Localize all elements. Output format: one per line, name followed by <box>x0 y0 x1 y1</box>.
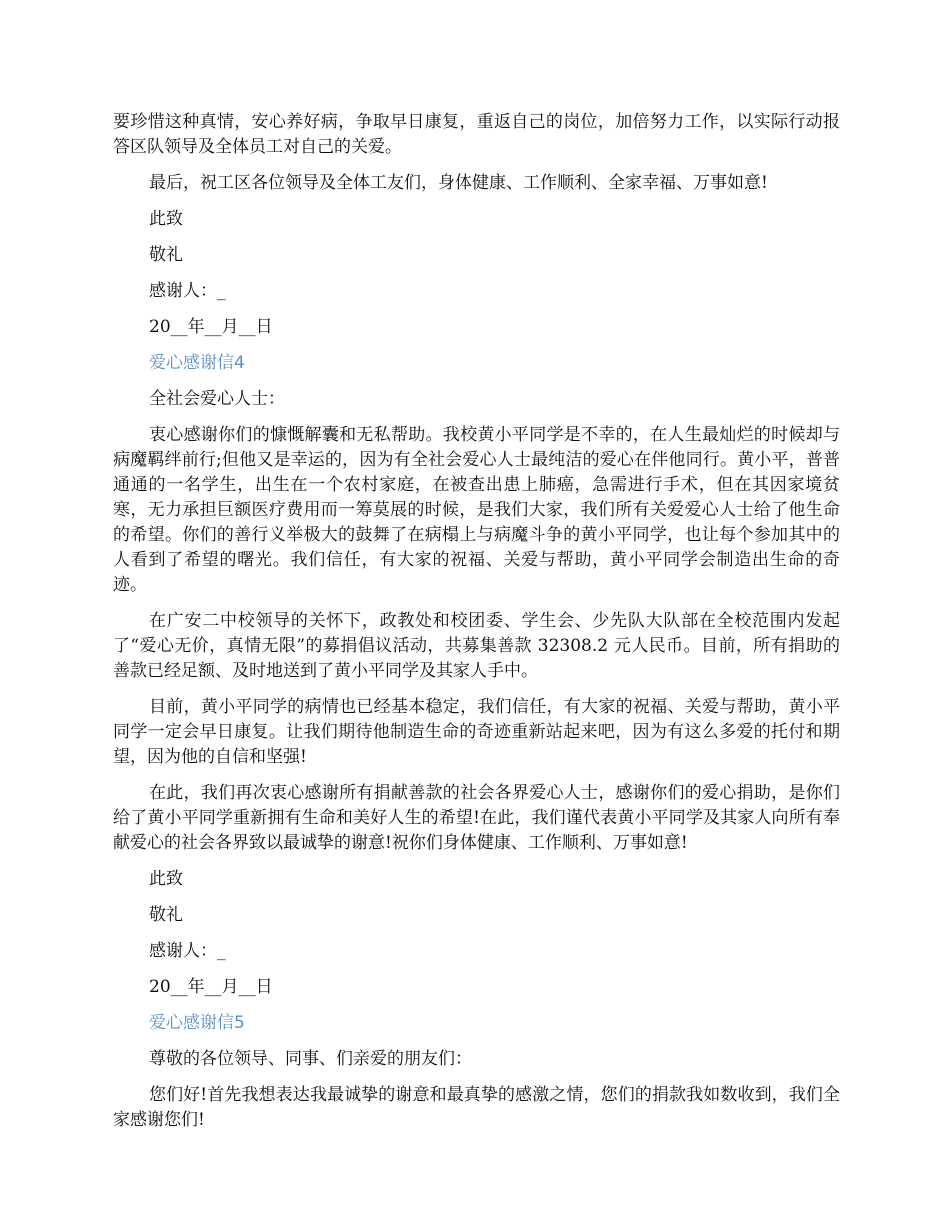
salutation: 全社会爱心人士： <box>149 389 285 409</box>
paragraph: 目前，黄小平同学的病情也已经基本稳定，我们信任，有大家的祝福、关爱与帮助，黄小平同学一定会早日康复。让我们期待他制造生命的奇迹重新站起来吧，因为有这么多爱的托付和期望，因为他的自信和坚强! <box>113 697 840 767</box>
section-heading: 爱心感谢信5 <box>149 1013 245 1033</box>
closing-line: 此致 <box>149 869 183 889</box>
closing-line: 敬礼 <box>149 905 183 925</box>
paragraph: 最后，祝工区各位领导及全体工友们，身体健康、工作顺利、全家幸福、万事如意! <box>149 173 768 193</box>
closing-line: 敬礼 <box>149 245 183 265</box>
document-body <box>113 110 840 1144</box>
signature-line: 感谢人：_ <box>149 281 226 301</box>
paragraph: 您们好!首先我想表达我最诚挚的谢意和最真挚的感激之情，您们的捐款我如数收到，我们全家感谢您们! <box>113 1085 840 1130</box>
date-line: 20__年__月__日 <box>149 977 273 997</box>
paragraph: 要珍惜这种真情，安心养好病，争取早日康复，重返自己的岗位，加倍努力工作，以实际行动报答区队领导及全体员工对自己的关爱。 <box>113 112 840 157</box>
paragraph: 在广安二中校领导的关怀下，政教处和校团委、学生会、少先队大队部在全校范围内发起了“爱心无价，真情无限”的募捐倡议活动，共募集善款 32308.2 元人民币。目前，所有捐助的善款已经足额、及时地送到了黄小平同学及其家人手中。 <box>113 611 840 681</box>
signature-line: 感谢人：_ <box>149 941 226 961</box>
closing-line: 此致 <box>149 209 183 229</box>
salutation: 尊敬的各位领导、同事、们亲爱的朋友们： <box>149 1049 472 1069</box>
section-heading: 爱心感谢信4 <box>149 353 245 373</box>
paragraph: 衷心感谢你们的慷慨解囊和无私帮助。我校黄小平同学是不幸的，在人生最灿烂的时候却与病魔羁绊前行;但他又是幸运的，因为有全社会爱心人士最纯洁的爱心在伴他同行。黄小平，普普通通的一名学生，出生在一个农村家庭，在被查出患上肺癌，急需进行手术，但在其因家境贫寒，无力承担巨额医疗费用而一筹莫展的时候，是我们大家，我们所有关爱爱心人士给了他生命的希望。你们的善行义举极大的鼓舞了在病榻上与病魔斗争的黄小平同学，也让每个参加其中的人看到了希望的曙光。我们信任，有大家的祝福、关爱与帮助，黄小平同学会制造出生命的奇迹。 <box>113 425 840 595</box>
paragraph: 在此，我们再次衷心感谢所有捐献善款的社会各界爱心人士，感谢你们的爱心捐助，是你们给了黄小平同学重新拥有生命和美好人生的希望!在此，我们谨代表黄小平同学及其家人向所有奉献爱心的社会各界致以最诚挚的谢意!祝你们身体健康、工作顺利、万事如意! <box>113 783 840 853</box>
date-line: 20__年__月__日 <box>149 317 273 337</box>
